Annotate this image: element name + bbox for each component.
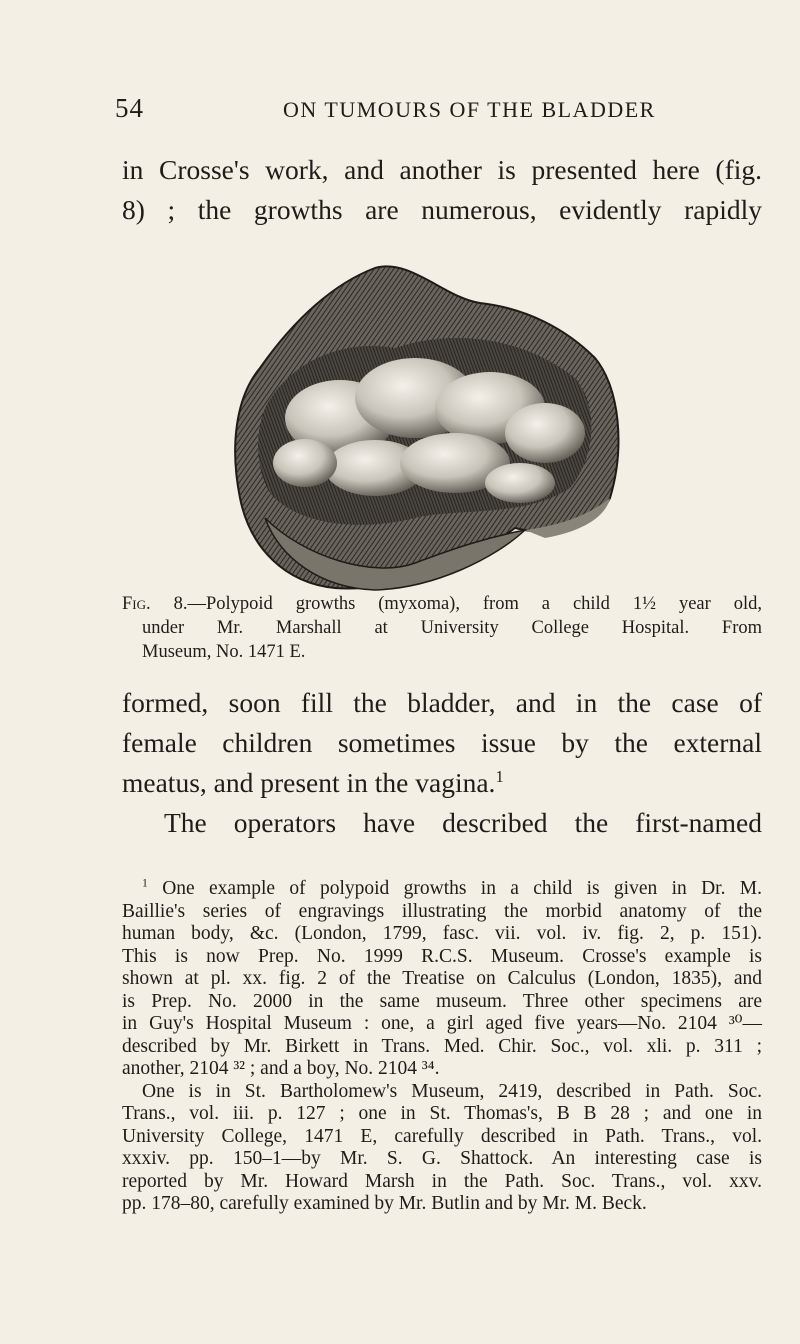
body-paragraph-top [122, 150, 762, 230]
caption-line: Museum, No. 1471 E. [142, 642, 306, 662]
footnote-line: One is in St. Bartholomew's Museum, 2419, described in Path. Soc. [142, 1080, 762, 1102]
body-paragraph-bottom [122, 683, 762, 843]
text-line: The operators have described the first-named [164, 807, 762, 838]
text-line: in Crosse's work, and another is presented here (fig. [122, 154, 762, 185]
footnote-line: described by Mr. Birkett in Trans. Med. Chir. Soc., vol. xli. p. 311 ; [122, 1035, 762, 1057]
footnote-line: This is now Prep. No. 1999 R.C.S. Museum. Crosse's example is [122, 945, 762, 967]
text-line: formed, soon fill the bladder, and in the case of [122, 687, 762, 718]
caption-line: Fig. 8.—Polypoid growths (myxoma), from a child 1½ year old, [122, 594, 762, 614]
footnote-line: pp. 178–80, carefully examined by Mr. Butlin and by Mr. M. Beck. [122, 1193, 647, 1214]
footnote-line: another, 2104 ³² ; and a boy, No. 2104 ³⁴. [122, 1058, 440, 1079]
footnote-line: Trans., vol. iii. p. 127 ; one in St. Thomas's, B B 28 ; and one in [122, 1103, 762, 1124]
footnote-line: xxxiv. pp. 150–1—by Mr. S. G. Shattock. An interesting case is [122, 1148, 762, 1169]
footnotes [122, 878, 762, 1216]
page-header [115, 93, 755, 127]
figure-caption [122, 592, 762, 664]
footnote-line: reported by Mr. Howard Marsh in the Path. Soc. Trans., vol. xxv. [122, 1170, 762, 1192]
page-number: 54 [115, 93, 144, 123]
caption-line: under Mr. Marshall at University College Hospital. From [142, 618, 762, 638]
footnote-line: human body, &c. (London, 1799, fasc. vii. vol. iv. fig. 2, p. 151). [122, 923, 762, 944]
footnote-line: is Prep. No. 2000 in the same museum. Three other specimens are [122, 990, 762, 1012]
footnote-line: Baillie's series of engravings illustrating the morbid anatomy of the [122, 900, 762, 922]
footnote-marker: 1 [142, 876, 148, 890]
footnote-reference: 1 [495, 766, 504, 786]
text-line: 8) ; the growths are numerous, evidently rapidly [122, 194, 762, 225]
running-title: ON TUMOURS OF THE BLADDER [283, 97, 656, 122]
bladder-specimen-illustration [225, 258, 625, 598]
footnote-line: $^1$ One example of polypoid growths in a child is given in Dr. M. [142, 876, 763, 899]
text-line: meatus, and present in the vagina.$^1$ [122, 766, 504, 798]
footnote-line: University College, 1471 E, carefully described in Path. Trans., vol. [122, 1125, 762, 1147]
caption-label: Fig. 8. [122, 594, 188, 614]
text-line: female children sometimes issue by the external [122, 727, 762, 758]
footnote-line: in Guy's Hospital Museum : one, a girl aged five years—No. 2104 ³⁰— [122, 1013, 762, 1034]
footnote-line: shown at pl. xx. fig. 2 of the Treatise on Calculus (London, 1835), and [122, 968, 762, 989]
